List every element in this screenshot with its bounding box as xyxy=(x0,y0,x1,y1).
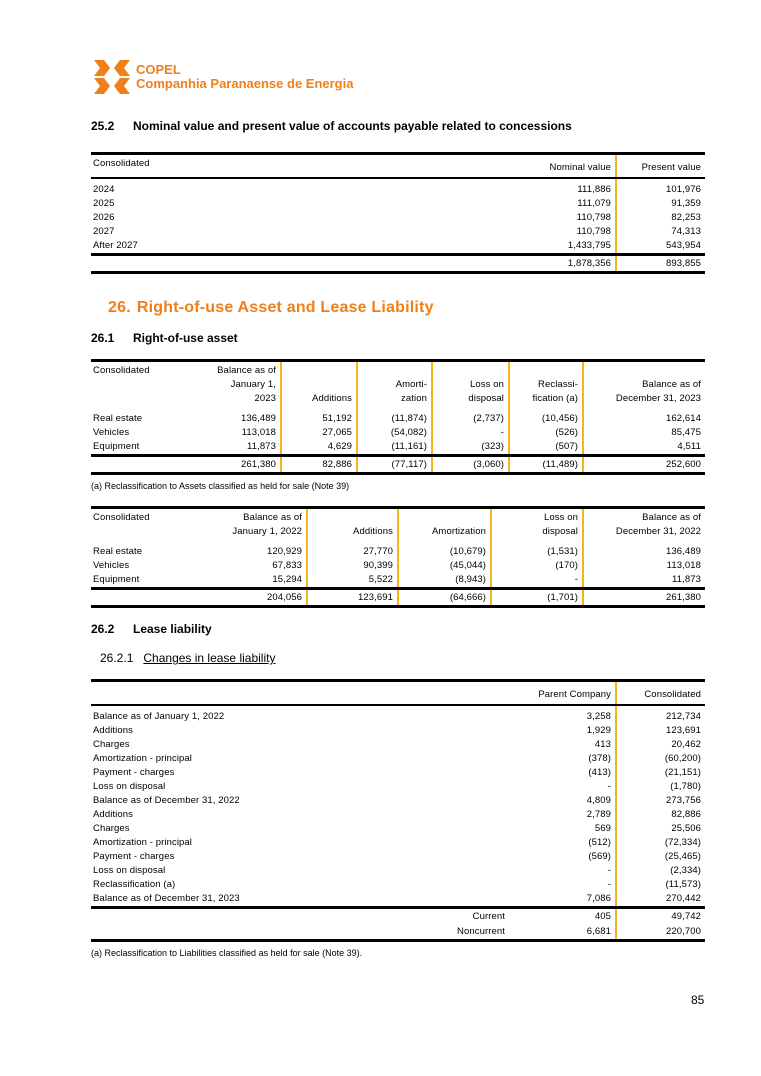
cell-value: (10,456) xyxy=(509,408,583,426)
cell-value: 162,614 xyxy=(665,413,701,424)
cell-value: 113,018 xyxy=(666,560,701,571)
cell-value: (60,200) xyxy=(664,753,701,764)
cell-value: 893,855 xyxy=(616,255,705,273)
row-label: Payment - charges xyxy=(93,767,175,778)
cell-value: Present value xyxy=(616,154,705,179)
cell-value: (512) xyxy=(523,836,616,850)
cell-value: Nominal value xyxy=(525,154,616,179)
section-number: 26.2.1 xyxy=(100,651,134,665)
cell-value: - xyxy=(523,878,616,892)
cell-value: 51,192 xyxy=(281,408,357,426)
table-row xyxy=(91,836,705,850)
table-row xyxy=(91,541,705,559)
cell-value: (21,151) xyxy=(664,767,701,778)
cell-value: 4,809 xyxy=(523,794,616,808)
total-row xyxy=(91,255,705,273)
copel-logo-icon xyxy=(94,60,130,94)
row-label: 2027 xyxy=(93,226,115,237)
cell-value: 67,833 xyxy=(230,559,307,573)
cell-value: 569 xyxy=(523,822,616,836)
row-label: Current xyxy=(91,908,523,925)
row-label: After 2027 xyxy=(93,240,138,251)
table-row xyxy=(91,738,705,752)
cell-value: 49,742 xyxy=(616,908,705,925)
cell-value: (526) xyxy=(509,426,583,440)
row-label xyxy=(91,681,523,706)
row-label: Balance as of December 31, 2022 xyxy=(93,795,240,806)
cell-value: - xyxy=(523,780,616,794)
cell-value: (378) xyxy=(523,752,616,766)
cell-value: (569) xyxy=(523,850,616,864)
cell-value: 204,056 xyxy=(230,589,307,607)
cell-value: (2,334) xyxy=(670,865,701,876)
cell-value: Balance as of December 31, 2022 xyxy=(583,508,705,542)
cell-value: 85,475 xyxy=(671,427,701,438)
cell-value: Loss on disposal xyxy=(491,508,583,542)
cell-value: 82,886 xyxy=(281,456,357,474)
table-row xyxy=(91,440,705,456)
table-row xyxy=(91,878,705,892)
cell-value: - xyxy=(491,573,583,589)
cell-value: 1,433,795 xyxy=(525,239,616,255)
cell-value: 136,489 xyxy=(205,408,281,426)
cell-value: 261,380 xyxy=(583,589,705,607)
table-row xyxy=(91,426,705,440)
cell-value: Consolidated xyxy=(616,681,705,706)
cell-value: 136,489 xyxy=(665,546,701,557)
cell-value: (1,780) xyxy=(670,781,701,792)
cell-value: (11,161) xyxy=(357,440,432,456)
table-row xyxy=(91,408,705,426)
cell-value: 1,878,356 xyxy=(525,255,616,273)
section-25-2-heading xyxy=(91,119,705,134)
row-label: Amortization - principal xyxy=(93,753,193,764)
cell-value: (45,044) xyxy=(398,559,491,573)
company-short-name: COPEL xyxy=(136,62,181,77)
cell-value: (25,465) xyxy=(664,851,701,862)
row-label: Noncurrent xyxy=(91,924,523,941)
row-label: 2026 xyxy=(93,212,115,223)
cell-value: 20,462 xyxy=(671,739,701,750)
accounts-payable-concessions-table xyxy=(91,152,705,274)
cell-value: 11,873 xyxy=(205,440,281,456)
cell-value: 273,756 xyxy=(665,795,701,806)
cell-value: 110,798 xyxy=(525,211,616,225)
cell-value: 82,253 xyxy=(671,212,701,223)
table-row xyxy=(91,766,705,780)
row-label: Additions xyxy=(93,725,133,736)
section-number: 26. xyxy=(108,299,131,316)
row-label: Balance as of January 1, 2022 xyxy=(93,711,225,722)
cell-value: 7,086 xyxy=(523,892,616,908)
cell-value: (11,573) xyxy=(665,879,701,890)
table-row xyxy=(91,705,705,724)
row-label: Loss on disposal xyxy=(93,865,166,876)
cell-value: (10,679) xyxy=(398,541,491,559)
table-row xyxy=(91,178,705,197)
cell-value: 1,929 xyxy=(523,724,616,738)
cell-value: 101,976 xyxy=(665,184,701,195)
cell-value: (323) xyxy=(432,440,509,456)
cell-value: 261,380 xyxy=(205,456,281,474)
row-label: Real estate xyxy=(93,546,143,557)
cell-value: (1,701) xyxy=(491,589,583,607)
cell-value: 2,789 xyxy=(523,808,616,822)
table-row xyxy=(91,850,705,864)
table-row xyxy=(91,724,705,738)
row-label: Charges xyxy=(93,823,130,834)
cell-value: Additions xyxy=(281,361,357,409)
cell-value: (413) xyxy=(523,766,616,780)
total-row xyxy=(91,589,705,607)
section-title: Changes in lease liability xyxy=(143,651,276,665)
cell-value: Amorti- zation xyxy=(357,361,432,409)
total-row xyxy=(91,456,705,474)
cell-value: (72,334) xyxy=(664,837,701,848)
table-row xyxy=(91,239,705,255)
row-label: Consolidated xyxy=(91,361,205,409)
footnote-liabilities: (a) Reclassification to Liabilities classified as held for sale (Note 39). xyxy=(91,948,363,958)
section-number: 25.2 xyxy=(91,119,115,133)
page-content xyxy=(91,119,705,959)
section-26-2-1-heading xyxy=(100,651,705,666)
row-label xyxy=(91,255,525,273)
cell-value: - xyxy=(523,864,616,878)
row-label: Amortization - principal xyxy=(93,837,193,848)
cell-value: 543,954 xyxy=(665,240,701,251)
total-row xyxy=(91,924,705,941)
cell-value: Balance as of January 1, 2023 xyxy=(205,361,281,409)
cell-value: 270,442 xyxy=(665,893,701,904)
cell-value: 15,294 xyxy=(230,573,307,589)
cell-value: Amortization xyxy=(398,508,491,542)
header-row xyxy=(91,361,705,409)
table-row xyxy=(91,808,705,822)
section-title: Lease liability xyxy=(133,622,212,636)
section-title: Right-of-use Asset and Lease Liability xyxy=(136,299,434,316)
cell-value: Reclassi- fication (a) xyxy=(509,361,583,409)
row-label: Consolidated xyxy=(91,508,230,542)
row-label: 2024 xyxy=(93,184,115,195)
row-label: Vehicles xyxy=(93,560,130,571)
row-label: Loss on disposal xyxy=(93,781,166,792)
cell-value: (77,117) xyxy=(357,456,432,474)
cell-value: 91,359 xyxy=(671,198,701,209)
cell-value: 413 xyxy=(523,738,616,752)
company-full-name: Companhia Paranaense de Energia xyxy=(136,76,354,91)
table-row xyxy=(91,892,705,908)
lease-liability-changes-table xyxy=(91,679,705,942)
cell-value: 111,886 xyxy=(525,178,616,197)
cell-value: (2,737) xyxy=(432,408,509,426)
cell-value: 27,065 xyxy=(281,426,357,440)
cell-value: 123,691 xyxy=(307,589,398,607)
cell-value: 220,700 xyxy=(616,924,705,941)
table-row xyxy=(91,864,705,878)
cell-value: (11,874) xyxy=(357,408,432,426)
cell-value: - xyxy=(432,426,509,440)
section-number: 26.2 xyxy=(91,622,115,636)
header-row xyxy=(91,681,705,706)
table-row xyxy=(91,822,705,836)
cell-value: 252,600 xyxy=(583,456,705,474)
cell-value: 82,886 xyxy=(671,809,701,820)
total-row xyxy=(91,908,705,925)
cell-value: 123,691 xyxy=(665,725,701,736)
table-row xyxy=(91,225,705,239)
cell-value: 27,770 xyxy=(307,541,398,559)
cell-value: 11,873 xyxy=(672,574,701,585)
cell-value: 110,798 xyxy=(525,225,616,239)
row-label: Equipment xyxy=(93,441,140,452)
cell-value: (54,082) xyxy=(357,426,432,440)
section-26-heading xyxy=(108,298,705,318)
cell-value: (11,489) xyxy=(509,456,583,474)
cell-value: 4,511 xyxy=(677,441,701,452)
footnote-assets: (a) Reclassification to Assets classified as held for sale (Note 39) xyxy=(91,481,350,491)
page-number: 85 xyxy=(691,993,705,1007)
table-row xyxy=(91,559,705,573)
cell-value: (64,666) xyxy=(398,589,491,607)
cell-value: (507) xyxy=(509,440,583,456)
table-row xyxy=(91,752,705,766)
cell-value: 111,079 xyxy=(525,197,616,211)
cell-value: 212,734 xyxy=(665,711,701,722)
table-row xyxy=(91,573,705,589)
table-row xyxy=(91,197,705,211)
row-label: Equipment xyxy=(93,574,140,585)
row-label: Reclassification (a) xyxy=(93,879,176,890)
table-row xyxy=(91,211,705,225)
row-label: Real estate xyxy=(93,413,143,424)
cell-value: Loss on disposal xyxy=(432,361,509,409)
section-26-2-heading xyxy=(91,622,705,637)
cell-value: (170) xyxy=(491,559,583,573)
row-label: Consolidated xyxy=(91,154,525,179)
cell-value: 405 xyxy=(523,908,616,925)
right-of-use-2023-table xyxy=(91,359,705,475)
cell-value: 5,522 xyxy=(307,573,398,589)
cell-value: Parent Company xyxy=(523,681,616,706)
section-number: 26.1 xyxy=(91,331,115,345)
cell-value: Balance as of January 1, 2022 xyxy=(230,508,307,542)
company-logo xyxy=(94,60,353,94)
cell-value: 4,629 xyxy=(281,440,357,456)
table-row xyxy=(91,780,705,794)
header-row xyxy=(91,508,705,542)
section-26-1-heading xyxy=(91,331,705,346)
header-row xyxy=(91,154,705,179)
cell-value: 120,929 xyxy=(230,541,307,559)
right-of-use-2022-table xyxy=(91,506,705,608)
cell-value: 113,018 xyxy=(205,426,281,440)
row-label: Charges xyxy=(93,739,130,750)
row-label: Balance as of December 31, 2023 xyxy=(93,893,240,904)
cell-value: 74,313 xyxy=(671,226,701,237)
cell-value: Additions xyxy=(307,508,398,542)
cell-value: 6,681 xyxy=(523,924,616,941)
section-title: Nominal value and present value of accounts payable related to concessions xyxy=(133,119,572,133)
cell-value: 3,258 xyxy=(523,705,616,724)
cell-value: Balance as of December 31, 2023 xyxy=(583,361,705,409)
row-label xyxy=(91,589,230,607)
row-label: 2025 xyxy=(93,198,115,209)
cell-value: 25,506 xyxy=(671,823,701,834)
cell-value: (1,531) xyxy=(491,541,583,559)
cell-value: (8,943) xyxy=(398,573,491,589)
row-label: Vehicles xyxy=(93,427,130,438)
cell-value: 90,399 xyxy=(307,559,398,573)
cell-value: (3,060) xyxy=(432,456,509,474)
row-label xyxy=(91,456,205,474)
row-label: Payment - charges xyxy=(93,851,175,862)
table-row xyxy=(91,794,705,808)
row-label: Additions xyxy=(93,809,133,820)
section-title: Right-of-use asset xyxy=(133,331,238,345)
